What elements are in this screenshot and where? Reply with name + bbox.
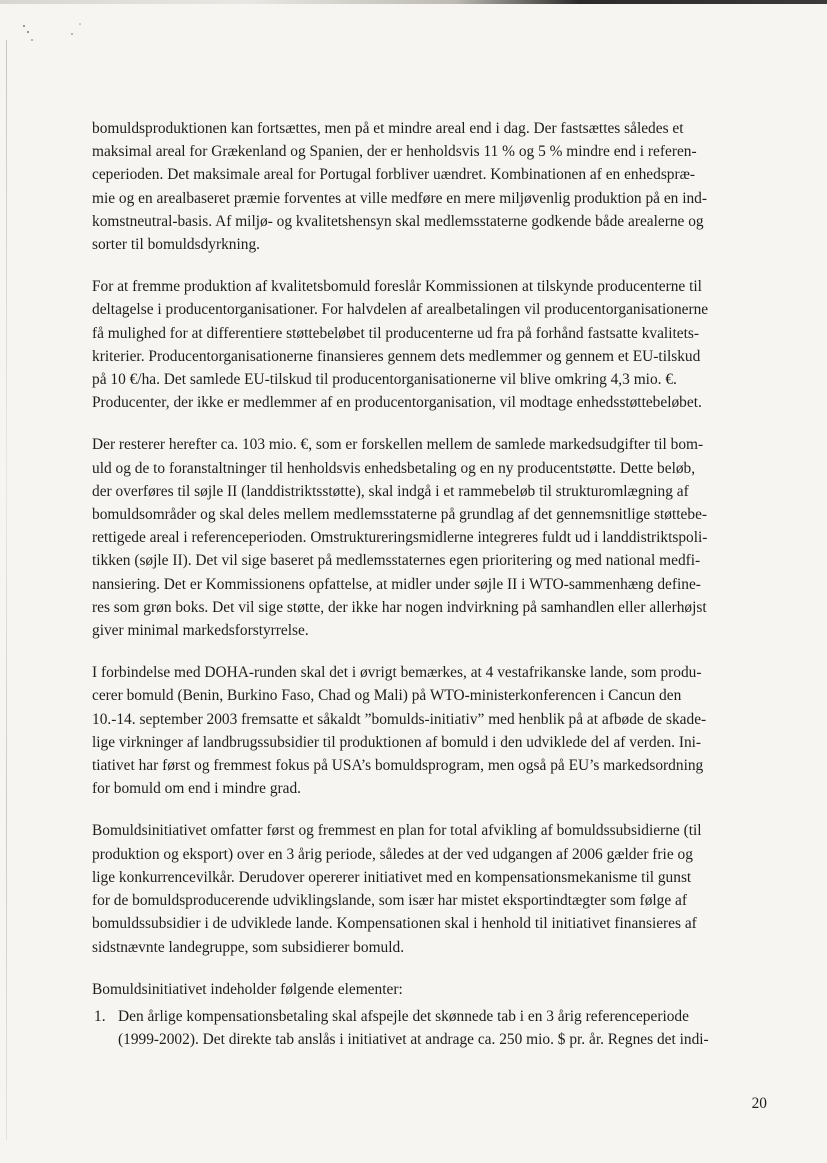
list-item-number: 1. bbox=[94, 1007, 106, 1025]
text-line: rettigede areal i referenceperioden. Omstruktureringsmidlerne integreres fuldt ud i landdistriktspoli- bbox=[92, 529, 708, 547]
text-line: for de bomuldsproducerende udviklingslande, som især har mistet eksportindtægter som følge af bbox=[92, 892, 687, 910]
text-line: bomuldsområder og skal deles mellem medlemsstaterne på grundlag af det gennemsnitlige støttebe- bbox=[92, 506, 708, 524]
scan-left-edge bbox=[6, 40, 7, 1140]
page-number: 20 bbox=[751, 1095, 767, 1112]
text-line: lige virkninger af landbrugssubsidier til produktionen af bomuld i den udviklede del af verden. Ini- bbox=[92, 733, 702, 751]
paragraph-2 bbox=[92, 275, 764, 414]
text-line: tiativet har først og fremmest fokus på USA’s bomuldsprogram, men også på EU’s markedsordning bbox=[92, 757, 704, 775]
text-line: komstneutral-basis. Af miljø- og kvalitetshensyn skal medlemsstaterne godkende både arealerne og bbox=[92, 212, 704, 230]
text-line: Bomuldsinitiativet indeholder følgende elementer: bbox=[92, 980, 403, 998]
text-line: bomuldsproduktionen kan fortsættes, men på et mindre areal end i dag. Der fastsættes således et bbox=[92, 120, 684, 137]
text-line: Der resterer herefter ca. 103 mio. €, som er forskellen mellem de samlede markedsudgifter til bom- bbox=[92, 436, 704, 454]
text-line: på 10 €/ha. Det samlede EU-tilskud til producentorganisationerne vil blive omkring 4,3 mio. €. bbox=[92, 371, 677, 389]
text-line: I forbindelse med DOHA-runden skal det i øvrigt bemærkes, at 4 vestafrikanske lande, som produ- bbox=[92, 664, 702, 682]
text-line: bomuldssubsidier i de udviklede lande. Kompensationen skal i henhold til initiativet finansieres af bbox=[92, 915, 697, 933]
text-line: deltagelse i producentorganisationer. For halvdelen af arealbetalingen vil producentorganisationerne bbox=[92, 301, 709, 319]
text-line: maksimal areal for Grækenland og Spanien, der er henholdsvis 11 % og 5 % mindre end i referen- bbox=[92, 143, 697, 161]
text-line: lige konkurrencevilkår. Derudover opererer initiativet med en kompensationsmekanisme til gunst bbox=[92, 868, 692, 886]
text-line: få mulighed for at differentiere støttebeløbet til producenterne ud fra på forhånd fastsatte kvalitets- bbox=[92, 324, 699, 342]
text-line: tikken (søjle II). Det vil sige baseret på medlemsstaternes egen prioritering og med national medfi- bbox=[92, 552, 701, 570]
text-line: uld og de to foranstaltninger til henholdsvis enhedsbetaling og en ny producentstøtte. Dette beløb, bbox=[92, 459, 696, 477]
paragraph-5 bbox=[92, 819, 764, 958]
text-line: cerer bomuld (Benin, Burkino Faso, Chad og Mali) på WTO-ministerkonferencen i Cancun den bbox=[92, 687, 682, 705]
list-intro bbox=[92, 978, 764, 1001]
text-line: produktion og eksport) over en 3 årig periode, således at der ved udgangen af 2006 gælder frie og bbox=[92, 845, 693, 863]
paragraph-1 bbox=[92, 117, 764, 256]
text-line: (1999-2002). Det direkte tab anslås i initiativet at andrage ca. 250 mio. $ pr. år. Regnes det indi- bbox=[118, 1031, 709, 1049]
text-line: sorter til bomuldsdyrkning. bbox=[92, 236, 261, 254]
text-line: nansiering. Det er Kommissionens opfattelse, at midler under søjle II i WTO-sammenhæng define- bbox=[92, 575, 701, 593]
text-line: Den årlige kompensationsbetaling skal afspejle det skønnede tab i en 3 årig referenceperiode bbox=[118, 1007, 689, 1025]
scan-specks bbox=[18, 12, 88, 52]
list-item bbox=[92, 1005, 764, 1051]
text-line: sidstnævnte landegruppe, som subsidierer bomuld. bbox=[92, 938, 405, 956]
text-line: der overføres til søjle II (landdistriktsstøtte), skal indgå i et rammebeløb til strukturomlægning af bbox=[92, 482, 689, 500]
paragraph-4 bbox=[92, 661, 764, 800]
text-line: for bomuld om end i mindre grad. bbox=[92, 780, 302, 798]
text-line: Bomuldsinitiativet omfatter først og fremmest en plan for total afvikling af bomuldssubsidierne (til bbox=[92, 822, 702, 840]
element-list bbox=[92, 1005, 764, 1051]
text-line: ceperioden. Det maksimale areal for Portugal forbliver uændret. Kombinationen af en enhedspræ- bbox=[92, 166, 696, 184]
paragraph-3 bbox=[92, 433, 764, 642]
text-line: 10.-14. september 2003 fremsatte et såkaldt ”bomulds-initiativ” med henblik på at afbøde de skade- bbox=[92, 710, 707, 728]
text-line: Producenter, der ikke er medlemmer af en producentorganisation, vil modtage enhedsstøttebeløbet. bbox=[92, 394, 702, 412]
scan-top-edge bbox=[0, 0, 827, 4]
text-line: res som grøn boks. Det vil sige støtte, der ikke har nogen indvirkning på samhandlen eller allerhøjst bbox=[92, 598, 707, 616]
text-line: mie og en arealbaseret præmie forventes at ville medføre en mere miljøvenlig produktion på en ind- bbox=[92, 189, 707, 207]
text-line: For at fremme produktion af kvalitetsbomuld foreslår Kommissionen at tilskynde producenterne til bbox=[92, 278, 702, 296]
text-line: giver minimal markedsforstyrrelse. bbox=[92, 622, 309, 640]
text-line: kriterier. Producentorganisationerne finansieres gennem dets medlemmer og gennem et EU-tilskud bbox=[92, 347, 701, 365]
document-body bbox=[92, 117, 764, 1051]
